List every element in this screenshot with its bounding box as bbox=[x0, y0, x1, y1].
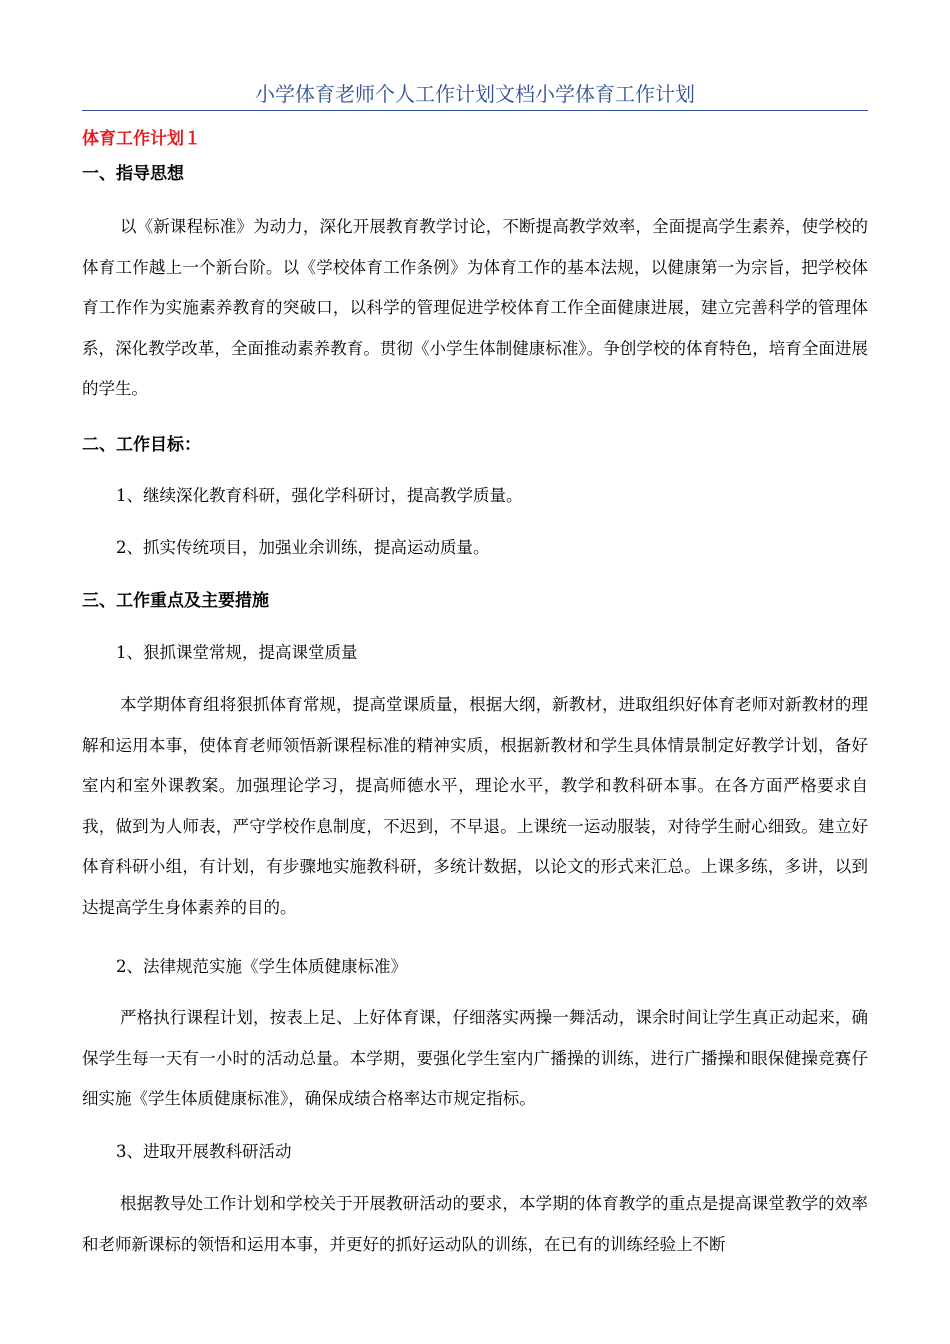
paragraph-guiding-ideology: 以《新课程标准》为动力，深化开展教育教学讨论，不断提高教学效率，全面提高学生素养，使学校的体育工作越上一个新台阶。以《学校体育工作条例》为体育工作的基本法规，以健康第一为宗旨，把学校体育工作作为实施素养教育的突破口，以科学的管理促进学校体育工作全面健康进展，建立完善科学的管理体系，深化教学改革，全面推动素养教育。贯彻《小学生体制健康标准》。争创学校的体育特色，培育全面进展的学生。 bbox=[82, 217, 868, 398]
subheading-health-standard: 2、法律规范实施《学生体质健康标准》 bbox=[116, 957, 407, 976]
paragraph-teaching-research: 根据教导处工作计划和学校关于开展教研活动的要求，本学期的体育教学的重点是提高课堂教学的效率和老师新课标的领悟和运用本事，并更好的抓好运动队的训练，在已有的训练经验上不断 bbox=[82, 1194, 868, 1254]
header-divider bbox=[82, 110, 868, 111]
page-header-title: 小学体育老师个人工作计划文档小学体育工作计划 bbox=[255, 82, 695, 106]
goal-item-1: 1、继续深化教育科研，强化学科研讨，提高教学质量。 bbox=[116, 486, 523, 505]
section-heading-key-measures: 三、工作重点及主要措施 bbox=[82, 591, 269, 611]
goal-item-2: 2、抓实传统项目，加强业余训练，提高运动质量。 bbox=[116, 538, 490, 557]
paragraph-health-standard: 严格执行课程计划，按表上足、上好体育课，仔细落实两操一舞活动，课余时间让学生真正动起来，确保学生每一天有一小时的活动总量。本学期，要强化学生室内广播操的训练，进行广播操和眼保健操竞赛仔细实施《学生体质健康标准》，确保成绩合格率达市规定指标。 bbox=[82, 1008, 868, 1108]
subheading-classroom-routine: 1、狠抓课堂常规，提高课堂质量 bbox=[116, 643, 358, 662]
section-heading-guiding-ideology: 一、指导思想 bbox=[82, 164, 184, 184]
subheading-teaching-research: 3、进取开展教科研活动 bbox=[116, 1142, 292, 1161]
document-heading: 体育工作计划１ bbox=[82, 129, 201, 149]
section-heading-work-goals: 二、工作目标： bbox=[82, 435, 201, 455]
paragraph-classroom-routine: 本学期体育组将狠抓体育常规，提高堂课质量，根据大纲，新教材，进取组织好体育老师对新教材的理解和运用本事，使体育老师领悟新课程标准的精神实质，根据新教材和学生具体情景制定好教学计划，备好室内和室外课教案。加强理论学习，提高师德水平，理论水平，教学和教科研本事。在各方面严格要求自我，做到为人师表，严守学校作息制度，不迟到，不早退。上课统一运动服装，对待学生耐心细致。建立好体育科研小组，有计划，有步骤地实施教科研，多统计数据，以论文的形式来汇总。上课多练，多讲，以到达提高学生身体素养的目的。 bbox=[82, 695, 868, 917]
